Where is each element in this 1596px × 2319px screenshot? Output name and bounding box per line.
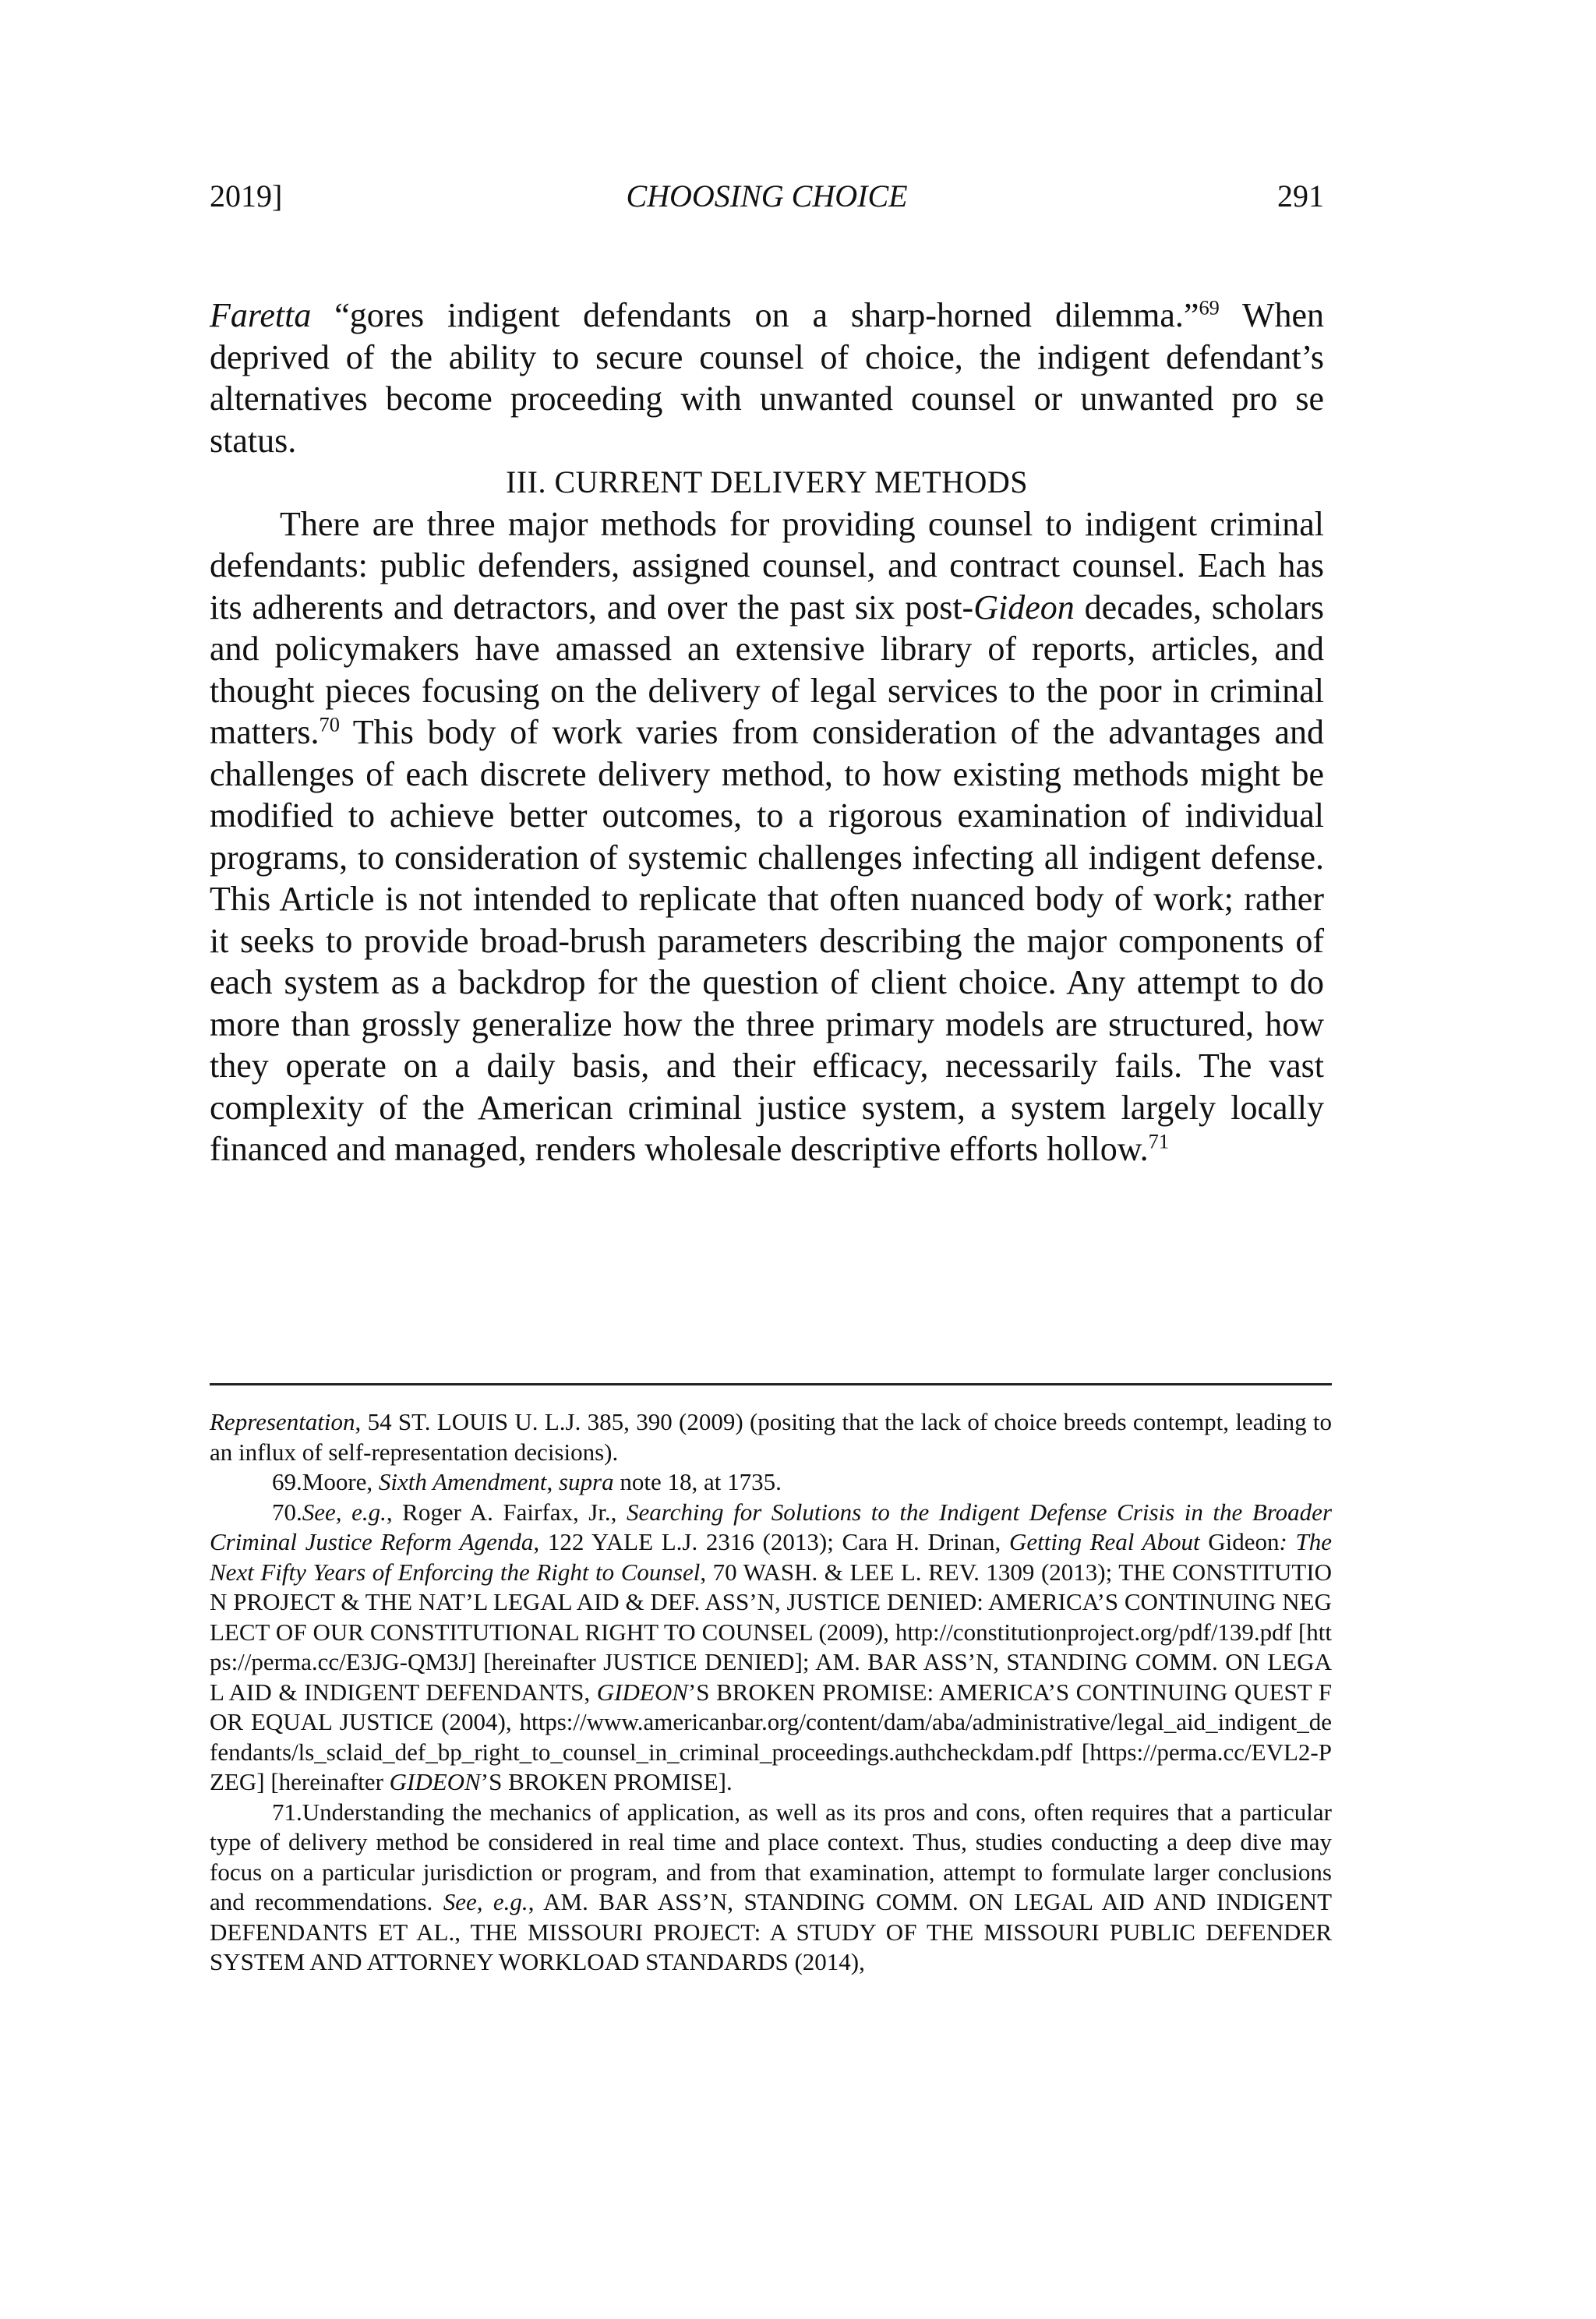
- footnote-number: 71.: [272, 1798, 302, 1826]
- footnote-number: 70.: [272, 1498, 302, 1526]
- footnote-69: 69.Moore, Sixth Amendment, supra note 18, at 1735.: [210, 1467, 1332, 1498]
- footnote-ref-70: 70: [319, 712, 340, 736]
- footnote-70: 70.See, e.g., Roger A. Fairfax, Jr., Searching for Solutions to the Indigent Defense Crisis in the Broader Criminal Justice Reform Agenda, 122 YALE L.J. 2316 (2013); Cara H. Drinan, Getting Real About Gideon: The Next Fifty Years of Enforcing the Right to Counsel, 70 WASH. & LEE L. REV. 1309 (2013); THE CONSTITUTION PROJECT & THE NAT’L LEGAL AID & DEF. ASS’N, JUSTICE DENIED: AMERICA’S CONTINUING NEGLECT OF OUR CONSTITUTIONAL RIGHT TO COUNSEL (2009), http://constitutionproject.org/pdf/139.pdf [https://perma.cc/E3JG-QM3J] [hereinafter JUSTICE DENIED]; AM. BAR ASS’N, STANDING COMM. ON LEGAL AID & INDIGENT DEFENDANTS, GIDEON’S BROKEN PROMISE: AMERICA’S CONTINUING QUEST FOR EQUAL JUSTICE (2004), https://www.americanbar.org/content/dam/aba/administrative/legal_aid_indigent_defendants/ls_sclaid_def_bp_right_to_counsel_in_criminal_proceedings.authcheckdam.pdf [https://perma.cc/EVL2-PZEG] [hereinafter GIDEON’S BROKEN PROMISE].: [210, 1498, 1333, 1795]
- page-number: 291: [1277, 178, 1324, 214]
- header-title: CHOOSING CHOICE: [626, 178, 908, 214]
- case-name: Faretta: [210, 296, 312, 334]
- running-header: [210, 178, 1324, 224]
- main-text: [210, 295, 1324, 1170]
- footnote-divider: [210, 1383, 1332, 1385]
- paragraph: There are three major methods for providing counsel to indigent criminal defendants: public defenders, assigned counsel, and contract counsel. Each has its adherents and detractors, and over the past six post-Gideon decades, scholars and policymakers have amassed an extensive library of reports, articles, and thought pieces focusing on the delivery of legal services to the poor in criminal matters.$^{70}$ This body of work varies from consideration of the advantages and challenges of each discrete delivery method, to how existing methods might be modified to achieve better outcomes, to a rigorous examination of individual programs, to consideration of systemic challenges infecting all indigent defense. This Article is not intended to replicate that often nuanced body of work; rather it seeks to provide broad-brush parameters describing the major components of each system as a backdrop for the question of client choice. Any attempt to do more than grossly generalize how the three primary models are structured, how they operate on a daily basis, and their efficacy, necessarily fails. The vast complexity of the American criminal justice system, a system largely locally financed and managed, renders wholesale descriptive efforts hollow.$^{71}$: [210, 504, 1325, 1168]
- footnote-ref-71: 71: [1148, 1129, 1170, 1153]
- header-year: 2019]: [210, 178, 283, 214]
- footnote-71: 71.Understanding the mechanics of application, as well as its pros and cons, often requires that a particular type of delivery method be considered in real time and place context. Thus, studies conducting a deep dive may focus on a particular jurisdiction or program, and from that examination, attempt to formulate larger conclusions and recommendations. See, e.g., AM. BAR ASS’N, STANDING COMM. ON LEGAL AID AND INDIGENT DEFENDANTS ET AL., THE MISSOURI PROJECT: A STUDY OF THE MISSOURI PUBLIC DEFENDER SYSTEM AND ATTORNEY WORKLOAD STANDARDS (2014),: [210, 1798, 1333, 1975]
- paragraph-continued: Faretta “gores indigent defendants on a sharp-horned dilemma.”$^{69}$ When deprived of the ability to secure counsel of choice, the indigent defendant’s alternatives become proceeding with unwanted counsel or unwanted pro se status.: [210, 295, 1325, 460]
- section-heading: III. CURRENT DELIVERY METHODS: [505, 464, 1029, 499]
- footnote-number: 69.: [272, 1468, 302, 1495]
- footnotes: [210, 1407, 1332, 1978]
- footnote-continuation: Representation, 54 ST. LOUIS U. L.J. 385, 390 (2009) (positing that the lack of choice breeds contempt, leading to an influx of self-representation decisions).: [210, 1408, 1332, 1466]
- case-name: Gideon: [973, 588, 1075, 627]
- footnote-ref-69: 69: [1199, 295, 1220, 319]
